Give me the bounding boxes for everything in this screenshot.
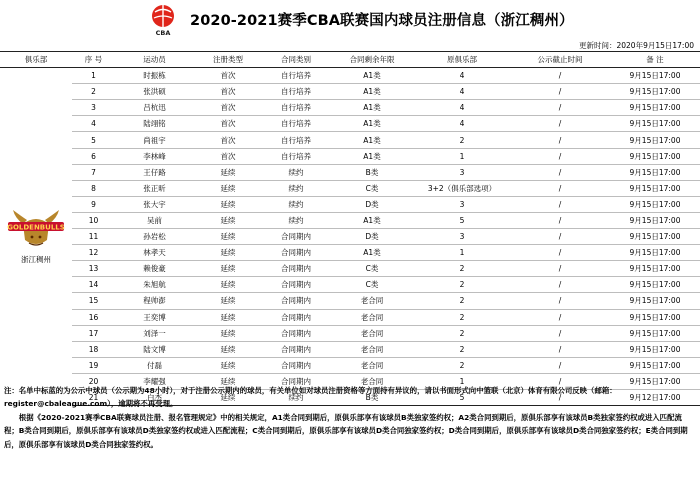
contract-type: 自行培养 — [262, 100, 330, 116]
registration-type: 延续 — [194, 277, 262, 293]
registration-type: 首次 — [194, 116, 262, 132]
cba-logo — [150, 3, 176, 37]
row-index: 12 — [72, 245, 115, 261]
years-left: A1类 — [330, 212, 414, 228]
remarks: 9月15日17:00 — [610, 148, 700, 164]
row-index: 3 — [72, 100, 115, 116]
deadline: / — [510, 373, 610, 389]
former-club: 3+2（俱乐部选项） — [414, 180, 510, 196]
contract-type: 合同期内 — [262, 341, 330, 357]
player-name: 王仔路 — [115, 164, 194, 180]
former-club: 2 — [414, 132, 510, 148]
years-left: A1类 — [330, 100, 414, 116]
player-name: 时振栋 — [115, 68, 194, 84]
player-name: 陆翊铭 — [115, 116, 194, 132]
remarks: 9月15日17:00 — [610, 229, 700, 245]
contract-type: 自行培养 — [262, 68, 330, 84]
years-left: 老合同 — [330, 309, 414, 325]
years-left: A1类 — [330, 148, 414, 164]
player-name: 张洪硕 — [115, 84, 194, 100]
remarks: 9月15日17:00 — [610, 357, 700, 373]
years-left: A1类 — [330, 84, 414, 100]
contract-type: 自行培养 — [262, 116, 330, 132]
registration-type: 延续 — [194, 164, 262, 180]
deadline: / — [510, 309, 610, 325]
table-row — [0, 357, 700, 373]
deadline: / — [510, 261, 610, 277]
former-club: 5 — [414, 212, 510, 228]
row-index: 8 — [72, 180, 115, 196]
deadline: / — [510, 132, 610, 148]
registration-type: 首次 — [194, 100, 262, 116]
registration-type: 首次 — [194, 132, 262, 148]
registration-type: 延续 — [194, 212, 262, 228]
years-left: B类 — [330, 164, 414, 180]
contract-type: 合同期内 — [262, 309, 330, 325]
table-header-row — [0, 52, 700, 68]
table-row — [0, 277, 700, 293]
table-row — [0, 245, 700, 261]
player-name: 程帅澎 — [115, 293, 194, 309]
table-row — [0, 148, 700, 164]
deadline: / — [510, 357, 610, 373]
contract-type: 续约 — [262, 212, 330, 228]
former-club: 3 — [414, 196, 510, 212]
player-name: 李林峰 — [115, 148, 194, 164]
years-left: C类 — [330, 277, 414, 293]
deadline: / — [510, 229, 610, 245]
row-index: 13 — [72, 261, 115, 277]
column-former-club-header: 原俱乐部 — [414, 52, 510, 68]
row-index: 4 — [72, 116, 115, 132]
table-row — [0, 325, 700, 341]
player-name: 尚祖宇 — [115, 132, 194, 148]
row-index: 11 — [72, 229, 115, 245]
notes — [4, 384, 696, 451]
former-club: 2 — [414, 309, 510, 325]
table-row — [0, 341, 700, 357]
deadline: / — [510, 341, 610, 357]
registration-type: 延续 — [194, 389, 262, 405]
remarks: 9月15日17:00 — [610, 245, 700, 261]
years-left: B类 — [330, 389, 414, 405]
years-left: C类 — [330, 180, 414, 196]
former-club: 1 — [414, 148, 510, 164]
table-row — [0, 164, 700, 180]
row-index: 5 — [72, 132, 115, 148]
deadline: / — [510, 212, 610, 228]
column-reg-type-header: 注册类型 — [194, 52, 262, 68]
row-index: 9 — [72, 196, 115, 212]
player-name: 张大宇 — [115, 196, 194, 212]
years-left: A1类 — [330, 245, 414, 261]
remarks: 9月15日17:00 — [610, 341, 700, 357]
row-index: 17 — [72, 325, 115, 341]
player-name: 刘泽一 — [115, 325, 194, 341]
player-name: 付磊 — [115, 357, 194, 373]
table-row — [0, 116, 700, 132]
registration-type: 首次 — [194, 84, 262, 100]
column-remarks-header: 备 注 — [610, 52, 700, 68]
note-regulation: 根据《2020-2021赛季CBA联赛球员注册、报名管理规定》中的相关规定，A1类合同到期后，原俱乐部享有该球员B类独家签约权；A2类合同到期后，原俱乐部享有该球员B类独家签约权或进入匹配流程；B类合同到期后，原俱乐部享有该球员D类独家签约权或进入匹配流程；C类合同到期后，原俱乐部享有该球员D类合同独家签约权；D类合同到期后，原俱乐部享有该球员D类合同独家签约权；E类合同到期后，原俱乐部享有该球员D类合同独家签约权。 — [4, 412, 688, 449]
table-row — [0, 68, 700, 84]
contract-type: 合同期内 — [262, 325, 330, 341]
former-club: 1 — [414, 373, 510, 389]
deadline: / — [510, 293, 610, 309]
remarks: 9月15日17:00 — [610, 325, 700, 341]
years-left: 老合同 — [330, 325, 414, 341]
player-name: 吕杭迅 — [115, 100, 194, 116]
years-left: 老合同 — [330, 293, 414, 309]
table-row — [0, 309, 700, 325]
table-body — [0, 68, 700, 406]
row-index: 19 — [72, 357, 115, 373]
years-left: A1类 — [330, 116, 414, 132]
table-row — [0, 212, 700, 228]
registration-type: 延续 — [194, 325, 262, 341]
remarks: 9月15日17:00 — [610, 261, 700, 277]
row-index: 6 — [72, 148, 115, 164]
deadline: / — [510, 68, 610, 84]
former-club: 2 — [414, 341, 510, 357]
player-name: 白杰 — [115, 389, 194, 405]
registration-type: 延续 — [194, 357, 262, 373]
former-club: 2 — [414, 277, 510, 293]
remarks: 9月15日17:00 — [610, 293, 700, 309]
column-index-header: 序 号 — [72, 52, 115, 68]
player-name: 朱旭航 — [115, 277, 194, 293]
table-row — [0, 180, 700, 196]
registration-type: 延续 — [194, 180, 262, 196]
registration-type: 延续 — [194, 245, 262, 261]
contract-type: 续约 — [262, 164, 330, 180]
column-years-left-header: 合同剩余年限 — [330, 52, 414, 68]
deadline: / — [510, 389, 610, 405]
years-left: A1类 — [330, 132, 414, 148]
former-club: 4 — [414, 100, 510, 116]
former-club: 2 — [414, 261, 510, 277]
former-club: 4 — [414, 68, 510, 84]
column-club-header: 俱乐部 — [0, 52, 72, 68]
club-logo-text: GOLDENBULLS — [7, 223, 65, 232]
remarks: 9月15日17:00 — [610, 68, 700, 84]
years-left: D类 — [330, 229, 414, 245]
registration-type: 延续 — [194, 341, 262, 357]
contract-type: 合同期内 — [262, 277, 330, 293]
years-left: C类 — [330, 261, 414, 277]
goldenbulls-logo — [7, 206, 65, 250]
years-left: D类 — [330, 196, 414, 212]
table-row — [0, 84, 700, 100]
registration-type: 延续 — [194, 293, 262, 309]
former-club: 4 — [414, 116, 510, 132]
former-club: 3 — [414, 229, 510, 245]
remarks: 9月15日17:00 — [610, 100, 700, 116]
remarks: 9月15日17:00 — [610, 132, 700, 148]
deadline: / — [510, 245, 610, 261]
cba-logo-text: CBA — [155, 29, 171, 37]
row-index: 20 — [72, 373, 115, 389]
registration-type: 延续 — [194, 373, 262, 389]
remarks: 9月15日17:00 — [610, 164, 700, 180]
player-name: 吴前 — [115, 212, 194, 228]
contract-type: 自行培养 — [262, 148, 330, 164]
row-index: 14 — [72, 277, 115, 293]
update-time: 更新时间：2020年9月15日17:00 — [578, 41, 694, 50]
page-title: 2020-2021赛季CBA联赛国内球员注册信息（浙江稠州） — [190, 13, 574, 29]
contract-type: 自行培养 — [262, 84, 330, 100]
table-row — [0, 196, 700, 212]
row-index: 15 — [72, 293, 115, 309]
registration-type: 首次 — [194, 148, 262, 164]
column-contract-type-header: 合同类别 — [262, 52, 330, 68]
contract-type: 合同期内 — [262, 261, 330, 277]
former-club: 2 — [414, 357, 510, 373]
table-row — [0, 132, 700, 148]
former-club: 5 — [414, 389, 510, 405]
deadline: / — [510, 100, 610, 116]
contract-type: 自行培养 — [262, 132, 330, 148]
player-name: 陆文博 — [115, 341, 194, 357]
remarks: 9月15日17:00 — [610, 84, 700, 100]
deadline: / — [510, 164, 610, 180]
contract-type: 续约 — [262, 389, 330, 405]
player-name: 林孝天 — [115, 245, 194, 261]
row-index: 21 — [72, 389, 115, 405]
contract-type: 合同期内 — [262, 357, 330, 373]
remarks: 9月15日17:00 — [610, 373, 700, 389]
deadline: / — [510, 180, 610, 196]
row-index: 2 — [72, 84, 115, 100]
remarks: 9月15日17:00 — [610, 212, 700, 228]
row-index: 18 — [72, 341, 115, 357]
registration-type: 延续 — [194, 196, 262, 212]
deadline: / — [510, 196, 610, 212]
table-row — [0, 100, 700, 116]
player-name: 王奕博 — [115, 309, 194, 325]
club-name: 浙江稠州 — [21, 255, 51, 265]
note-publicity: 注：名单中标蓝的为公示中球员（公示期为48小时），对于注册公示期内的球员，有关单位如对球员注册资格等方面持有异议的，请以书面形式向中篮联（北京）体育有限公司反映（邮箱：register@cbaleague.com），逾期将不再受理。 — [4, 386, 617, 409]
contract-type: 合同期内 — [262, 373, 330, 389]
player-name: 赖俊豪 — [115, 261, 194, 277]
contract-type: 合同期内 — [262, 245, 330, 261]
contract-type: 合同期内 — [262, 293, 330, 309]
remarks: 9月15日17:00 — [610, 196, 700, 212]
registration-type: 延续 — [194, 229, 262, 245]
registration-table — [0, 51, 700, 406]
years-left: A1类 — [330, 68, 414, 84]
contract-type: 续约 — [262, 180, 330, 196]
remarks: 9月15日17:00 — [610, 277, 700, 293]
row-index: 10 — [72, 212, 115, 228]
column-player-header: 运动员 — [115, 52, 194, 68]
years-left: 老合同 — [330, 357, 414, 373]
deadline: / — [510, 148, 610, 164]
deadline: / — [510, 277, 610, 293]
table-row — [0, 261, 700, 277]
table-row — [0, 293, 700, 309]
registration-type: 延续 — [194, 309, 262, 325]
former-club: 4 — [414, 84, 510, 100]
row-index: 1 — [72, 68, 115, 84]
remarks: 9月12日17:00 — [610, 389, 700, 405]
column-deadline-header: 公示截止时间 — [510, 52, 610, 68]
remarks: 9月15日17:00 — [610, 116, 700, 132]
player-name: 孙岩松 — [115, 229, 194, 245]
club-cell — [0, 68, 72, 406]
page-header — [0, 0, 700, 38]
years-left: 老合同 — [330, 373, 414, 389]
table-row — [0, 229, 700, 245]
player-name: 张正昕 — [115, 180, 194, 196]
contract-type: 合同期内 — [262, 229, 330, 245]
remarks: 9月15日17:00 — [610, 180, 700, 196]
former-club: 2 — [414, 325, 510, 341]
row-index: 7 — [72, 164, 115, 180]
deadline: / — [510, 84, 610, 100]
registration-type: 延续 — [194, 261, 262, 277]
deadline: / — [510, 325, 610, 341]
row-index: 16 — [72, 309, 115, 325]
former-club: 3 — [414, 164, 510, 180]
deadline: / — [510, 116, 610, 132]
registration-type: 首次 — [194, 68, 262, 84]
remarks: 9月15日17:00 — [610, 309, 700, 325]
former-club: 1 — [414, 245, 510, 261]
player-name: 李耀强 — [115, 373, 194, 389]
former-club: 2 — [414, 293, 510, 309]
years-left: 老合同 — [330, 341, 414, 357]
contract-type: 续约 — [262, 196, 330, 212]
